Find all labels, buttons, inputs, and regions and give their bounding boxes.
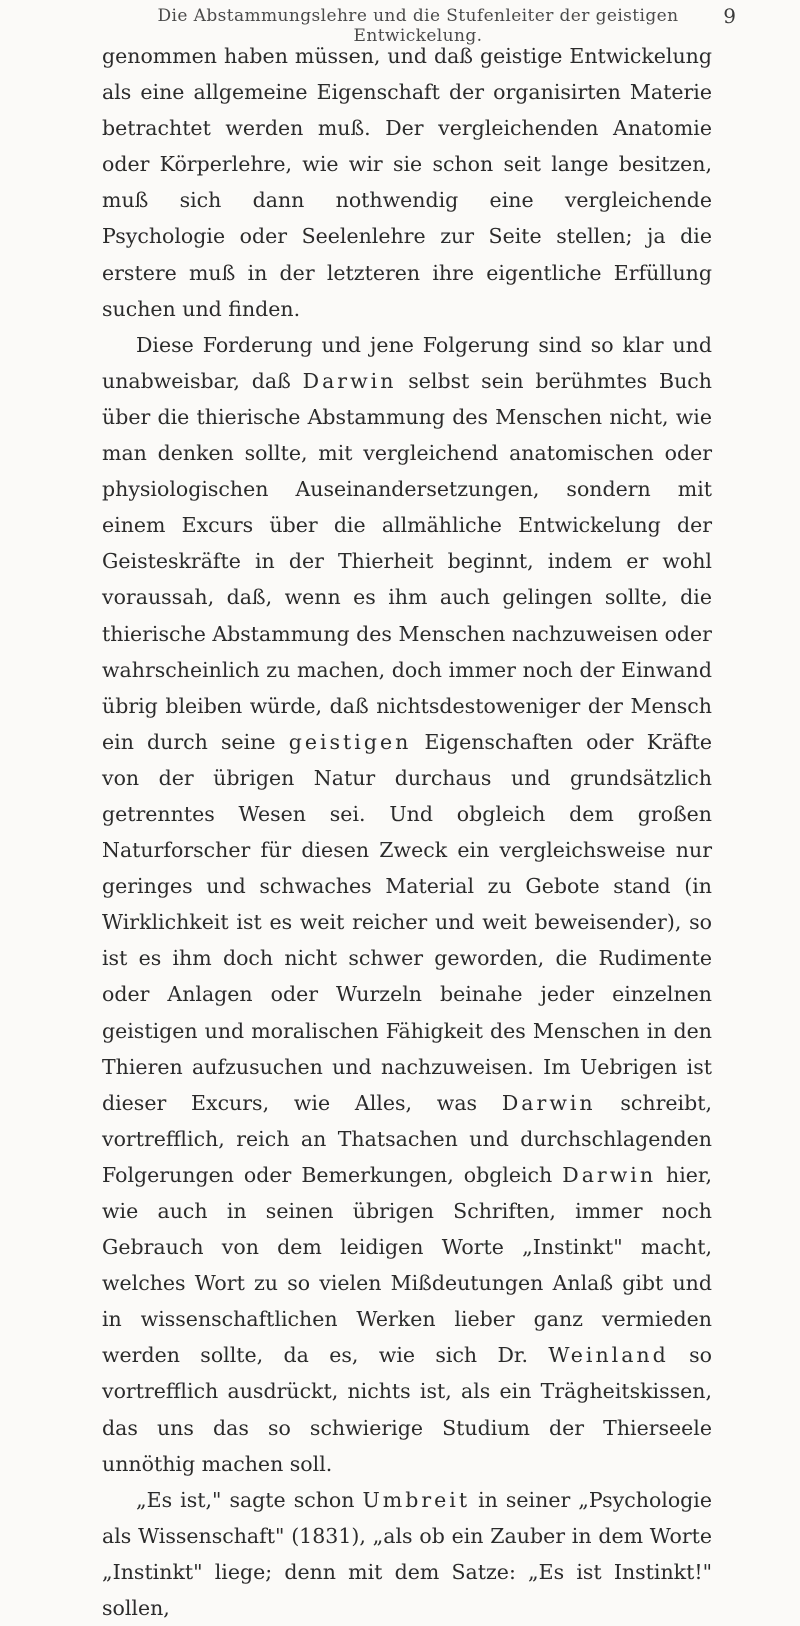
running-header: Die Abstammungslehre und die Stufenleiter der geistigen Entwickelung.	[157, 6, 679, 46]
paragraph-2	[102, 327, 712, 1482]
author-name-darwin: Darwin	[302, 368, 397, 393]
text-run: hier, wie auch in seinen übrigen Schriften, immer noch Gebrauch von dem leidigen Worte „Instinkt" macht, welches Wort zu so vielen Mißdeutungen Anlaß gibt und in wissenschaftlichen Werken lieber ganz vermieden werden sollte, da es, wie sich Dr.	[102, 1162, 712, 1368]
author-name-darwin: Darwin	[562, 1162, 657, 1187]
emphasis-geistigen: geistigen	[288, 729, 412, 754]
text-run: Eigenschaften oder Kräfte von der übrigen Natur durchaus und grundsätzlich getrenntes Wesen sei. Und obgleich dem großen Naturforscher für diesen Zweck ein vergleichsweise nur geringes und schwaches Material zu Gebote stand (in Wirklichkeit ist es weit reicher und weit beweisender), so ist es ihm doch nicht schwer geworden, die Rudimente oder Anlagen oder Wurzeln beinahe jeder einzelnen geistigen und moralischen Fähigkeit des Menschen in den Thieren aufzusuchen und nachzuweisen. Im Uebrigen ist dieser Excurs, wie Alles, was	[102, 729, 712, 1115]
author-name-umbreit: Umbreit	[362, 1487, 471, 1512]
text-run: „Es ist," sagte schon	[136, 1487, 363, 1512]
body-text	[102, 38, 712, 1626]
text-run: so vortrefflich ausdrückt, nichts ist, als ein Trägheitskissen, das uns das so schwierige Studium der Thierseele unnöthig machen soll.	[102, 1343, 712, 1476]
text-run: schreibt, vortrefflich, reich an Thatsachen und durchschlagenden Folgerungen oder Bemerkungen, obgleich	[102, 1090, 712, 1187]
text-run: Diese Forderung und jene Folgerung sind so klar und unabweisbar, daß	[102, 332, 712, 393]
paragraph-1: genommen haben müssen, und daß geistige Entwickelung als eine allgemeine Eigenschaft der organisirten Materie betrachtet werden muß. Der vergleichenden Anatomie oder Körperlehre, wie wir sie schon seit lange besitzen, muß sich dann nothwendig eine vergleichende Psychologie oder Seelenlehre zur Seite stellen; ja die erstere muß in der letzteren ihre eigentliche Erfüllung suchen und finden.	[102, 44, 712, 321]
text-run: in seiner „Psychologie als Wissenschaft" (1831), „als ob ein Zauber in dem Worte „Instinkt" liege; denn mit dem Satze: „Es ist Instinkt!" sollen,	[102, 1487, 712, 1621]
author-name-weinland: Weinland	[548, 1343, 669, 1368]
paragraph-3	[102, 1482, 712, 1626]
page-number: 9	[723, 4, 736, 28]
text-run: selbst sein berühmtes Buch über die thierische Abstammung des Menschen nicht, wie man denken sollte, mit vergleichend anatomischen oder physiologischen Auseinandersetzungen, sondern mit einem Excurs über die allmähliche Entwickelung der Geisteskräfte in der Thierheit beginnt, indem er wohl voraussah, daß, wenn es ihm auch gelingen sollte, die thierische Abstammung des Menschen nachzuweisen oder wahrscheinlich zu machen, doch immer noch der Einwand übrig bleiben würde, daß nichtsdestoweniger der Mensch ein durch seine	[102, 368, 712, 754]
author-name-darwin: Darwin	[501, 1090, 596, 1115]
